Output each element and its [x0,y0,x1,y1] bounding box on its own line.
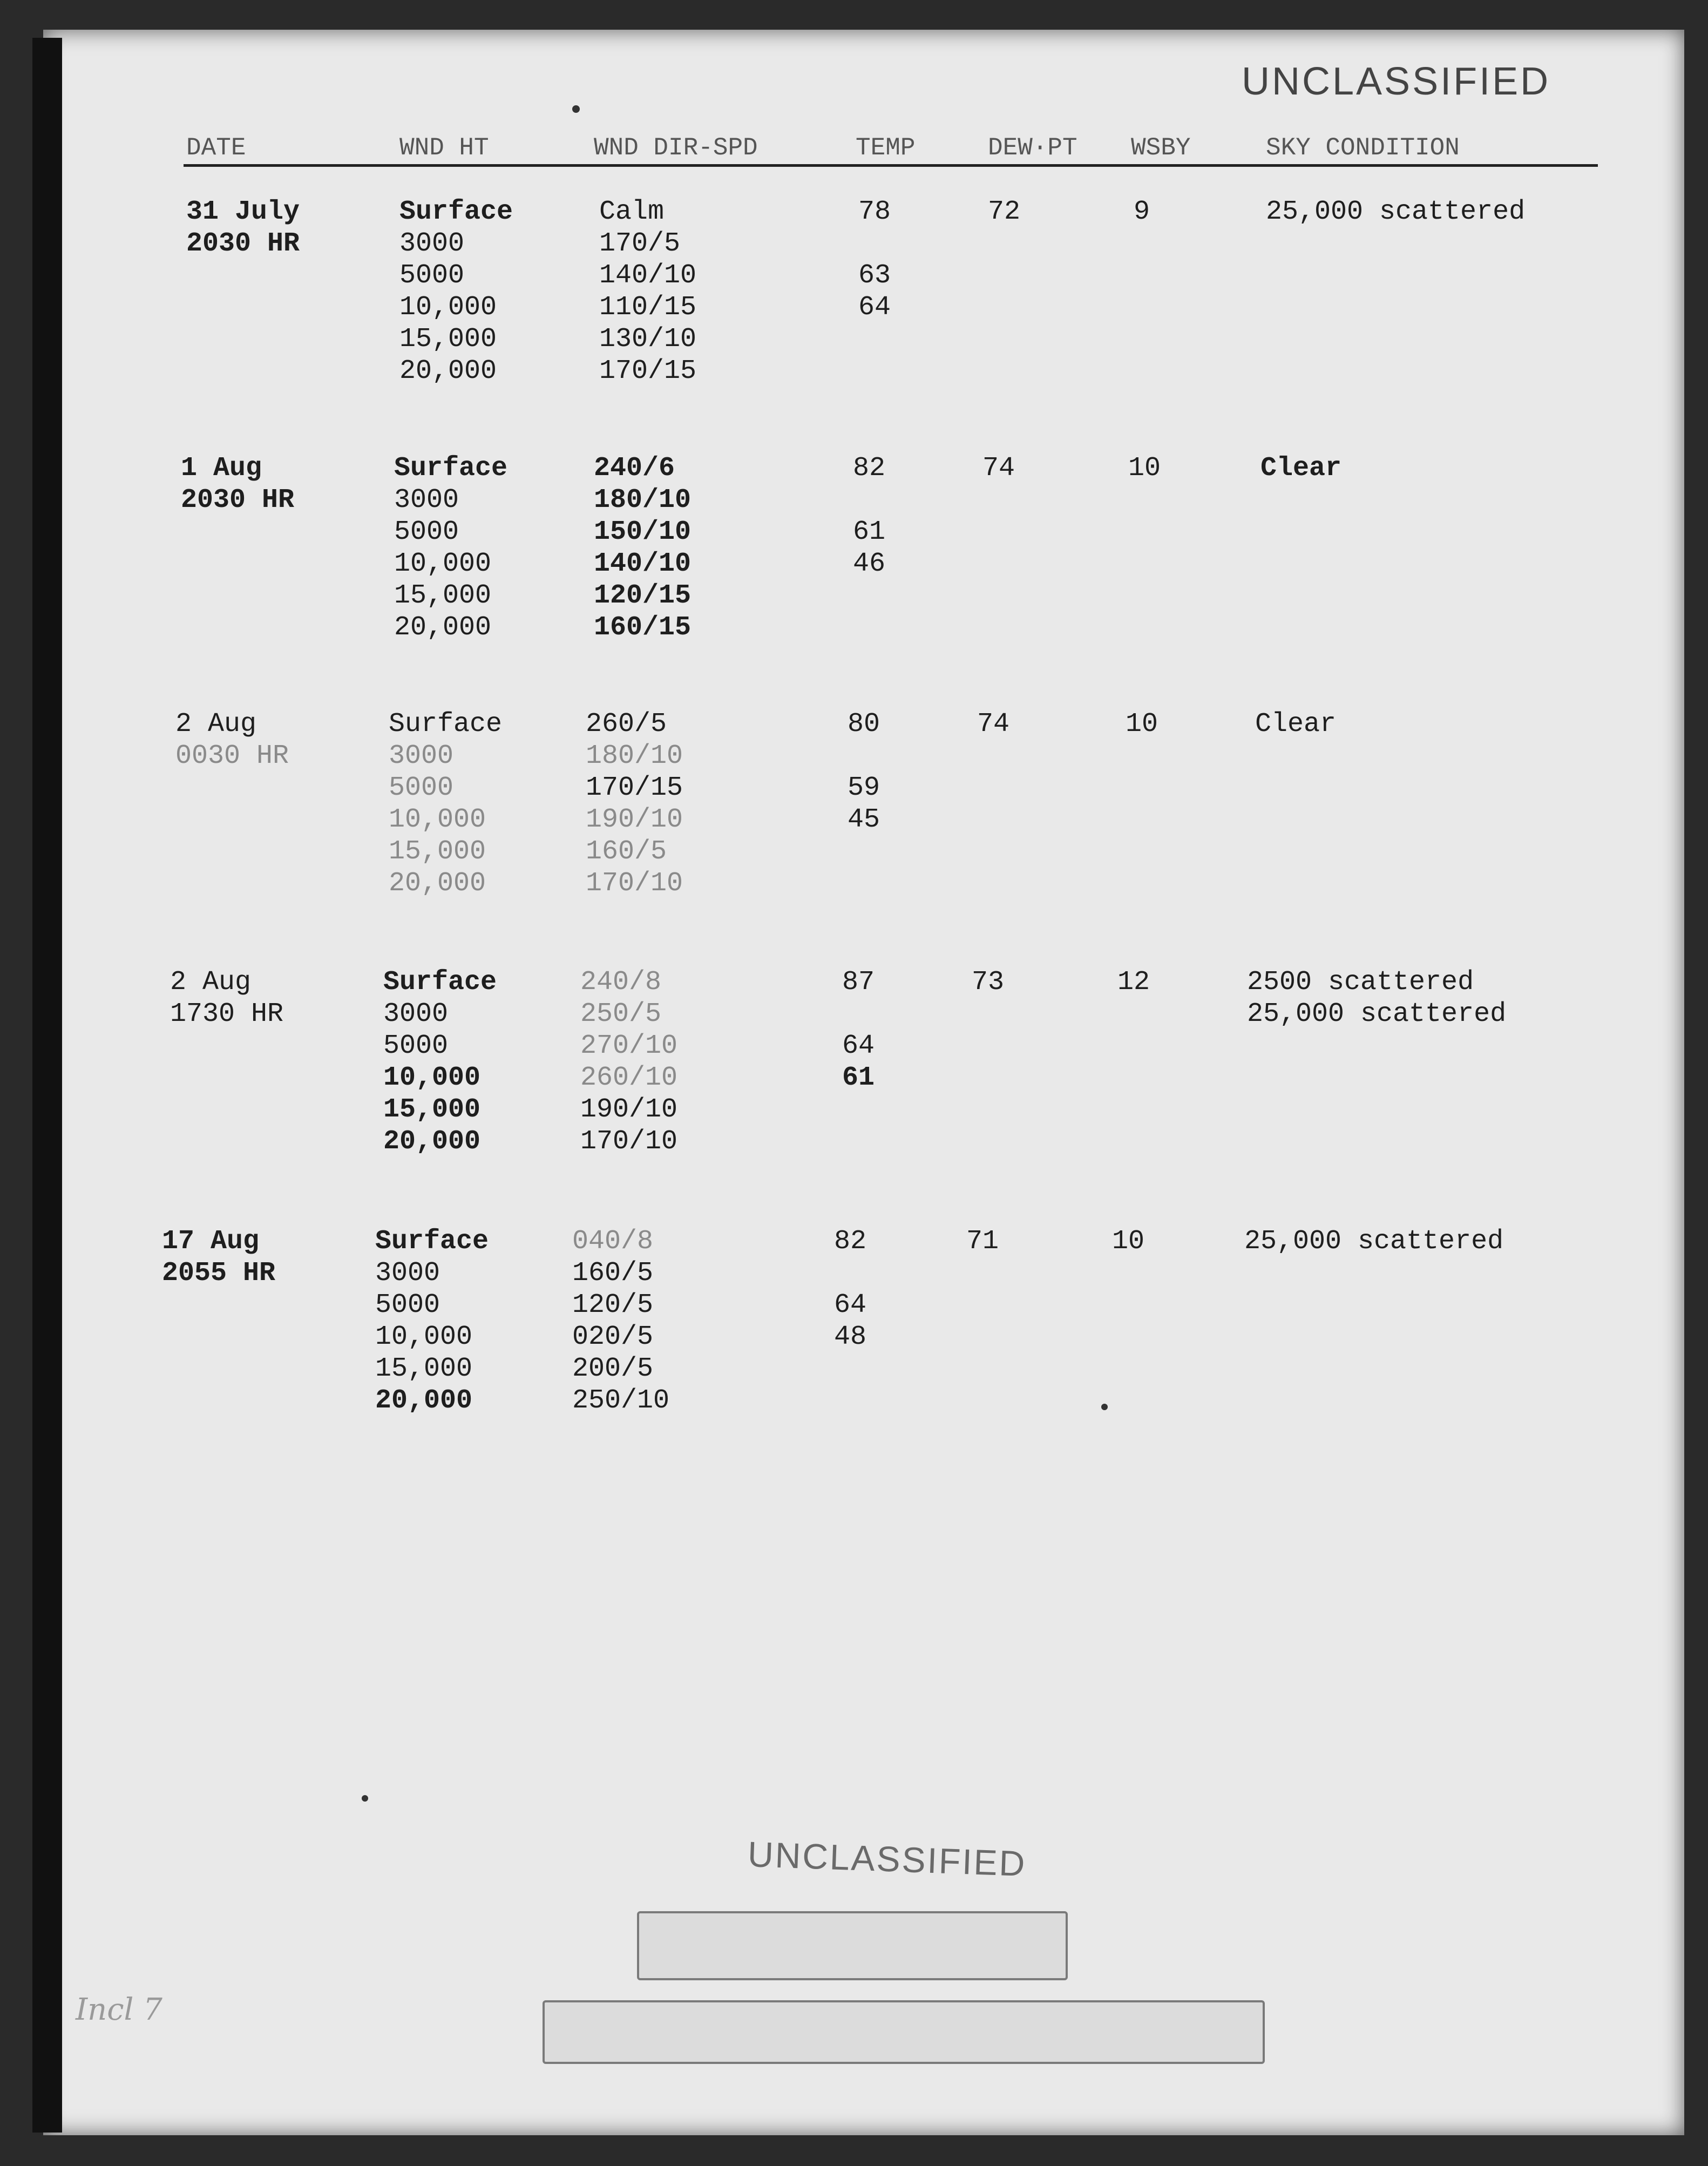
classification-stamp-bottom: UNCLASSIFIED [747,1834,1027,1884]
obs-height: 20,000 [389,868,486,899]
obs-temp: 64 [834,1290,867,1321]
obs-wind: 250/10 [572,1385,670,1416]
header-temp: TEMP [856,134,916,162]
obs-wind: 170/10 [586,868,683,899]
obs-height: 20,000 [399,356,497,387]
obs-time: 1730 HR [170,999,284,1030]
obs-sky: 25,000 scattered [1266,197,1526,227]
obs-wind: 040/8 [572,1226,654,1257]
obs-height: 10,000 [389,804,486,835]
obs-temp: 61 [842,1062,875,1093]
obs-wind: Calm [599,197,665,227]
obs-visibility: 10 [1126,709,1158,740]
obs-date: 1 Aug [181,453,262,484]
obs-height: 20,000 [375,1385,473,1416]
obs-wind: 140/10 [594,549,692,579]
obs-sky: Clear [1255,709,1337,740]
scan-speck [362,1795,368,1802]
obs-height: 10,000 [394,549,492,579]
obs-wind: 110/15 [599,292,697,323]
obs-wind: 190/10 [586,804,683,835]
obs-temp: 45 [848,804,880,835]
redaction-box [543,2000,1265,2064]
obs-wind: 270/10 [580,1031,678,1061]
obs-wind: 150/10 [594,517,692,547]
obs-temp: 46 [853,549,886,579]
obs-wind: 140/10 [599,260,697,291]
obs-temp: 64 [858,292,891,323]
obs-wind: 200/5 [572,1353,654,1384]
handwritten-note: Incl 7 [76,1992,162,2027]
scan-edge [32,38,62,2133]
obs-height: 15,000 [399,324,497,355]
obs-wind: 130/10 [599,324,697,355]
obs-sky: 2500 scattered [1247,967,1474,998]
header-sky-condition: SKY CONDITION [1266,134,1460,162]
obs-visibility: 9 [1134,197,1150,227]
obs-time: 2030 HR [181,485,295,516]
obs-visibility: 12 [1117,967,1150,998]
obs-height: 10,000 [383,1062,481,1093]
obs-wind: 180/10 [594,485,692,516]
classification-stamp-top: UNCLASSIFIED [1242,60,1551,103]
header-visibility: WSBY [1131,134,1191,162]
redaction-box [637,1911,1068,1980]
table-header [184,134,1598,167]
obs-wind: 160/15 [594,612,692,643]
obs-time: 2030 HR [186,228,300,259]
obs-visibility: 10 [1128,453,1161,484]
obs-height: 15,000 [375,1353,473,1384]
obs-temp: 48 [834,1322,867,1352]
obs-wind: 170/5 [599,228,681,259]
obs-time: 2055 HR [162,1258,276,1289]
obs-time: 0030 HR [175,741,289,771]
obs-height: 3000 [399,228,465,259]
obs-height: 15,000 [389,836,486,867]
obs-height: 3000 [389,741,454,771]
obs-wind: 020/5 [572,1322,654,1352]
obs-height: 20,000 [394,612,492,643]
obs-wind: 160/5 [586,836,667,867]
obs-height: 10,000 [399,292,497,323]
obs-temp: 63 [858,260,891,291]
obs-height: Surface [389,709,503,740]
obs-temp: 87 [842,967,875,998]
obs-date: 31 July [186,197,300,227]
obs-wind: 170/15 [599,356,697,387]
header-wind-dir-speed: WND DIR-SPD [594,134,758,162]
obs-dew-point: 74 [977,709,1010,740]
obs-date: 2 Aug [175,709,257,740]
obs-height: Surface [383,967,497,998]
obs-wind: 170/10 [580,1126,678,1157]
obs-height: 20,000 [383,1126,481,1157]
obs-height: 3000 [375,1258,440,1289]
obs-wind: 120/5 [572,1290,654,1321]
obs-height: 5000 [375,1290,440,1321]
obs-height: Surface [375,1226,489,1257]
obs-temp: 59 [848,773,880,803]
obs-wind: 260/10 [580,1062,678,1093]
scan-speck [572,105,580,113]
obs-height: Surface [399,197,513,227]
obs-temp: 64 [842,1031,875,1061]
obs-date: 2 Aug [170,967,252,998]
obs-height: 3000 [394,485,459,516]
obs-temp: 82 [853,453,886,484]
obs-wind: 250/5 [580,999,662,1030]
obs-visibility: 10 [1112,1226,1145,1257]
obs-sky: 25,000 scattered [1247,999,1507,1030]
obs-height: Surface [394,453,508,484]
header-date: DATE [186,134,246,162]
obs-temp: 80 [848,709,880,740]
obs-temp: 78 [858,197,891,227]
obs-temp: 61 [853,517,886,547]
obs-height: 10,000 [375,1322,473,1352]
obs-wind: 240/6 [594,453,675,484]
obs-dew-point: 71 [966,1226,999,1257]
obs-height: 5000 [383,1031,449,1061]
obs-wind: 240/8 [580,967,662,998]
obs-wind: 170/15 [586,773,683,803]
obs-dew-point: 72 [988,197,1021,227]
obs-wind: 260/5 [586,709,667,740]
obs-wind: 160/5 [572,1258,654,1289]
obs-dew-point: 74 [982,453,1015,484]
obs-wind: 180/10 [586,741,683,771]
obs-dew-point: 73 [972,967,1005,998]
obs-height: 5000 [389,773,454,803]
obs-wind: 120/15 [594,580,692,611]
obs-temp: 82 [834,1226,867,1257]
scan-speck [1101,1404,1108,1410]
obs-height: 5000 [399,260,465,291]
obs-sky: 25,000 scattered [1244,1226,1504,1257]
header-dew-point: DEW·PT [988,134,1077,162]
obs-height: 15,000 [394,580,492,611]
obs-sky: Clear [1260,453,1342,484]
obs-wind: 190/10 [580,1094,678,1125]
obs-date: 17 Aug [162,1226,260,1257]
obs-height: 15,000 [383,1094,481,1125]
obs-height: 5000 [394,517,459,547]
header-wind-height: WND HT [399,134,489,162]
obs-height: 3000 [383,999,449,1030]
